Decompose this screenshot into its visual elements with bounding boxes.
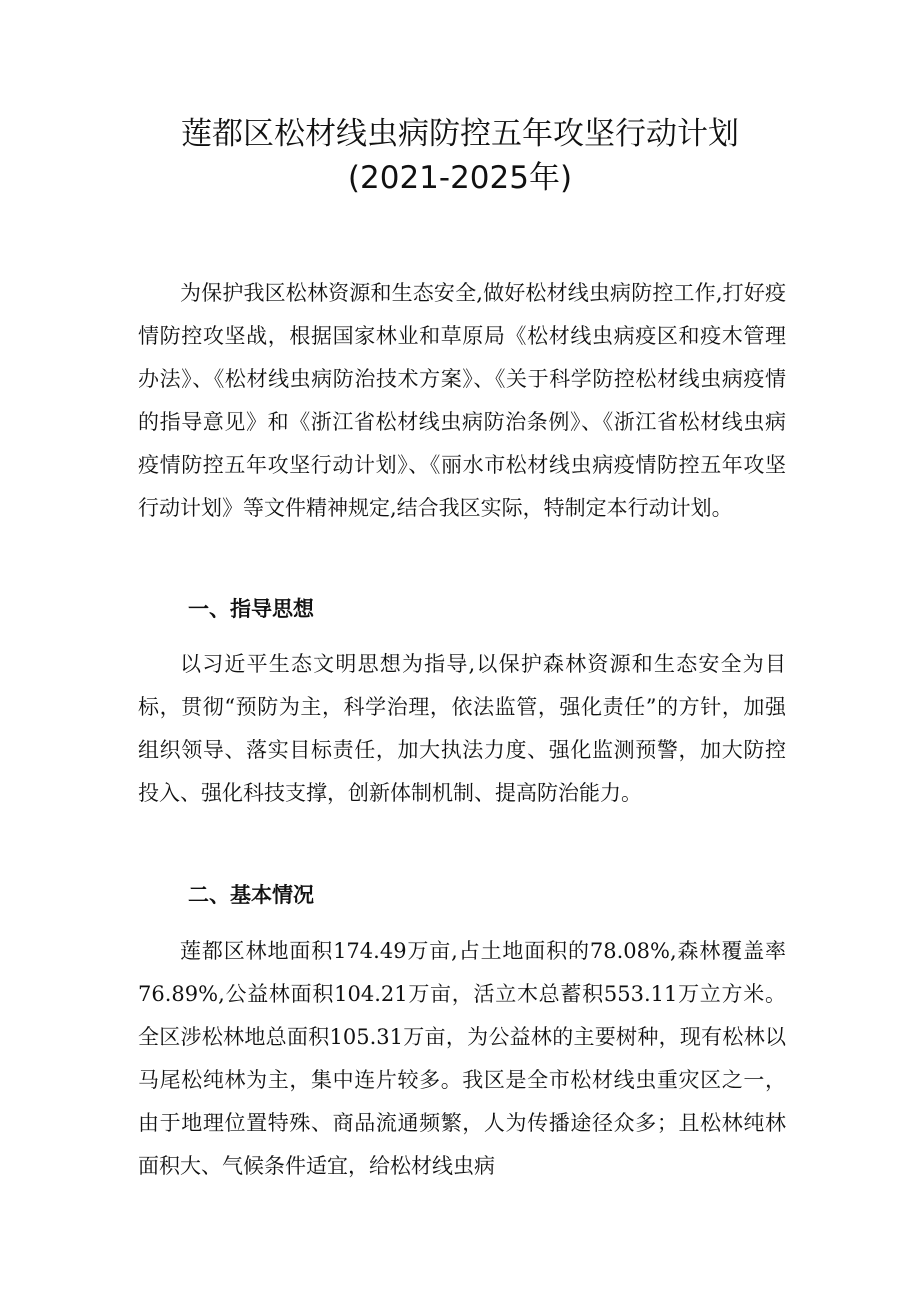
guiding-thought-paragraph: 以习近平生态文明思想为指导,以保护森林资源和生态安全为目标，贯彻“预防为主，科学治理，依法监管，强化责任”的方针，加强组织领导、落实目标责任，加大执法力度、强化监测预警，加大防控投入、强化科技支撑，创新体制机制、提高防治能力。 (138, 652, 786, 805)
intro-paragraph: 为保护我区松林资源和生态安全,做好松材线虫病防控工作,打好疫情防控攻坚战，根据国家林业和草原局《松材线虫病疫区和疫木管理办法》、《松材线虫病防治技术方案》、《关于科学防控松材线虫病疫情的指导意见》和《浙江省松材线虫病防治条例》、《浙江省松材线虫病疫情防控五年攻坚行动计划》、《丽水市松材线虫病疫情防控五年攻坚行动计划》等文件精神规定,结合我区实际，特制定本行动计划。 (138, 281, 786, 520)
basic-situation-paragraph: 莲都区林地面积174.49万亩,占土地面积的78.08%,森林覆盖率76.89%,公益林面积104.21万亩，活立木总蓄积553.11万立方米。全区涉松林地总面积105.31万亩，为公益林的主要树种，现有松林以马尾松纯林为主，集中连片较多。我区是全市松材线虫重灾区之一，由于地理位置特殊、商品流通频繁，人为传播途径众多；且松林纯林面积大、气候条件适宜，给松材线虫病 (138, 939, 786, 1178)
document-subtitle-years: (2021-2025年) (347, 160, 573, 196)
section-heading-guiding-thought: 一、指导思想 (188, 597, 314, 621)
document-title: 莲都区松材线虫病防控五年攻坚行动计划 (181, 116, 739, 152)
intro-section (138, 272, 786, 530)
guiding-thought-section (138, 643, 786, 815)
basic-situation-section (138, 930, 786, 1188)
section-heading-basic-situation: 二、基本情况 (188, 883, 314, 907)
